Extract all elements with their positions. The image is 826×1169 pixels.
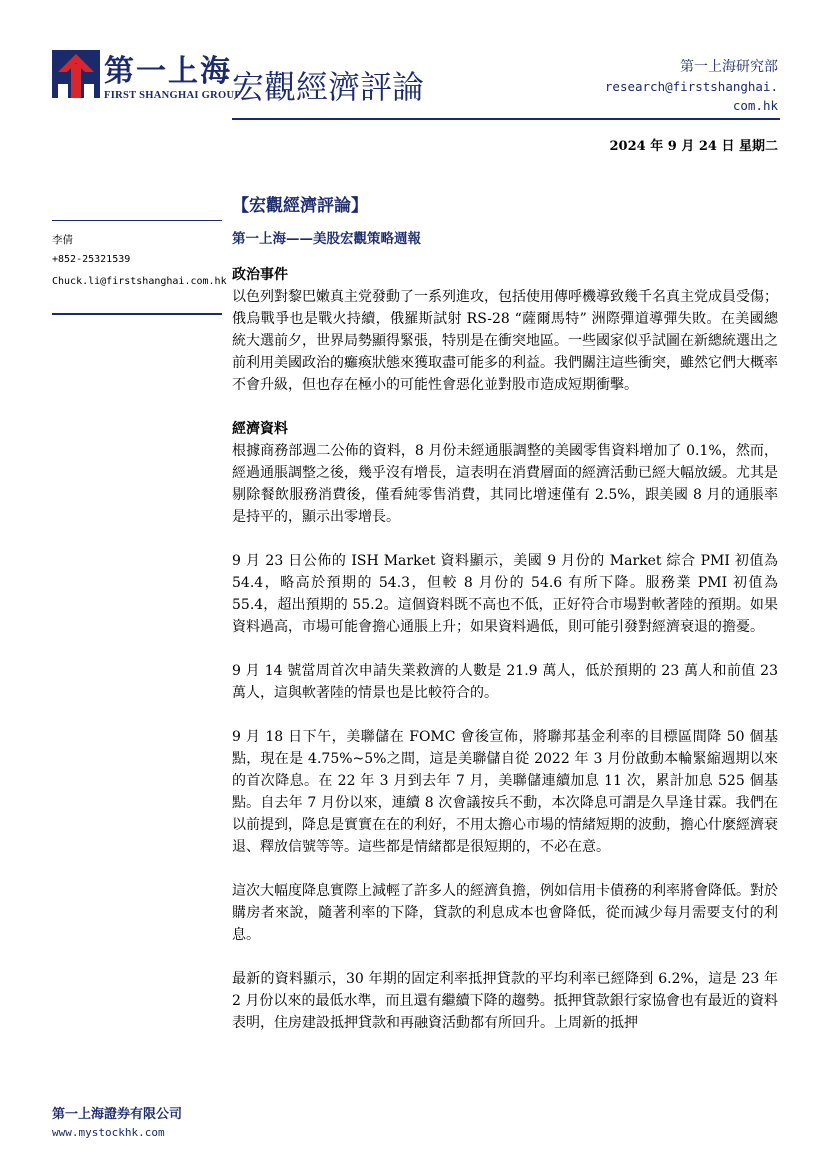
page-title: 宏觀經濟評論: [232, 68, 425, 106]
report-subtitle: 第一上海——美股宏觀策略週報: [232, 231, 421, 247]
paragraph: 這次大幅度降息實際上減輕了許多人的經濟負擔，例如信用卡債務的利率將會降低。對於購房者來說，隨著利率的下降，貸款的利息成本也會降低，從而減少每月需要支付的利息。: [232, 883, 778, 943]
logo-english-name: FIRST SHANGHAI GROUP: [104, 90, 242, 101]
sidebar-divider-bottom: [52, 313, 222, 315]
report-date: 2024 年 9 月 24 日 星期二: [609, 139, 778, 154]
logo-chinese-name: 第一上海: [104, 54, 232, 89]
sidebar-divider-top: [52, 220, 222, 221]
footer-website-link[interactable]: www.mystockhk.com: [52, 1126, 165, 1139]
author-name: 李倩: [52, 234, 73, 246]
paragraph: 最新的資料顯示，30 年期的固定利率抵押貸款的平均利率已經降到 6.2%，這是 23 年 2 月份以來的最低水準，而且還有繼續下降的趨勢。抵押貸款銀行家協會也有最近的資料表明，住房建設抵押貸款和再融資活動都有所回升。上周新的抵押: [232, 971, 778, 1031]
author-email-link[interactable]: Chuck.li@firstshanghai.com.hk: [52, 276, 227, 287]
paragraph: 9 月 23 日公佈的 ISH Market 資料顯示，美國 9 月份的 Market 綜合 PMI 初值為 54.4，略高於預期的 54.3，但較 8 月份的 54.6 有所下降。服務業 PMI 初值為 55.4，超出預期的 55.2。這個資料既不高也不低，正好符合市場對軟著陸的預期。如果資料過高，市場可能會擔心通脹上升；如果資料過低，則可能引發對經濟衰退的擔憂。: [232, 553, 778, 635]
company-logo-mark: [52, 50, 100, 98]
logo-arrow-icon: [52, 50, 100, 98]
report-category: 【宏觀經濟評論】: [232, 196, 368, 216]
paragraph: 9 月 18 日下午，美聯儲在 FOMC 會後宣佈，將聯邦基金利率的目標區間降 50 個基點，現在是 4.75%~5%之間，這是美聯儲自從 2022 年 3 月份啟動本輪緊縮週期以來的首次降息。在 22 年 3 月到去年 7 月，美聯儲連續加息 11 次，累計加息 525 個基點。自去年 7 月份以來，連續 8 次會議按兵不動，本次降息可謂是久旱逢甘霖。我們在以前提到，降息是實實在在的利好，不用太擔心市場的情緒短期的波動，擔心什麼經濟衰退、釋放信號等等。這些都是情緒都是很短期的，不必在意。: [232, 729, 778, 855]
header-divider: [232, 118, 780, 120]
research-email-link[interactable]: research@firstshanghai.com.hk: [604, 79, 778, 113]
report-body: [232, 264, 778, 1056]
paragraph: 根據商務部週二公佈的資料，8 月份未經通脹調整的美國零售資料增加了 0.1%，然而，經過通脹調整之後，幾乎沒有增長，這表明在消費層面的經濟活動已經大幅放緩。尤其是剔除餐飲服務消費後，僅看純零售消費，其同比增速僅有 2.5%，跟美國 8 月的通脹率是持平的，顯示出零增長。: [232, 443, 778, 525]
footer-company-name: 第一上海證券有限公司: [52, 1107, 183, 1122]
paragraph: 以色列對黎巴嫩真主党發動了一系列進攻，包括使用傳呼機導致幾千名真主党成員受傷；俄烏戰爭也是戰火持續，俄羅斯試射 RS-28 “薩爾馬特” 洲際彈道導彈失敗。在美國總統大選前夕，世界局勢顯得緊張，特別是在衝突地區。一些國家似乎試圖在新總統選出之前利用美國政治的癱瘓狀態來獲取盡可能多的利益。我們關注這些衝突，雖然它們大概率不會升級，但也存在極小的可能性會惡化並對股市造成短期衝擊。: [232, 289, 778, 393]
section-heading-politics: 政治事件: [232, 267, 288, 283]
author-phone: +852-25321539: [52, 254, 131, 265]
paragraph: 9 月 14 號當周首次申請失業救濟的人數是 21.9 萬人，低於預期的 23 萬人和前值 23 萬人，這與軟著陸的情景也是比較符合的。: [232, 663, 778, 701]
research-department: 第一上海研究部: [680, 59, 778, 75]
section-heading-economy: 經濟資料: [232, 421, 288, 437]
